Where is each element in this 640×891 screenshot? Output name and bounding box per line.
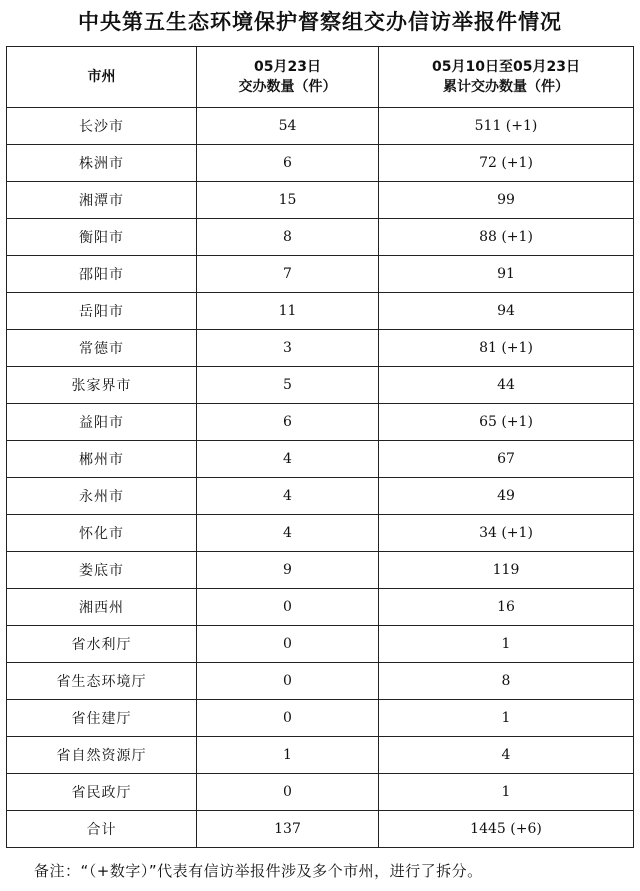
header-daily-date: 05月23日 bbox=[254, 59, 321, 75]
total-sum-cell: 1445 (+6) bbox=[379, 811, 634, 848]
total-cell: 88 (+1) bbox=[379, 219, 634, 256]
total-cell: 72 (+1) bbox=[379, 145, 634, 182]
report-table bbox=[6, 46, 634, 848]
daily-cell: 8 bbox=[197, 219, 379, 256]
daily-cell: 11 bbox=[197, 293, 379, 330]
table-row bbox=[7, 478, 634, 515]
table-row bbox=[7, 256, 634, 293]
total-cell: 49 bbox=[379, 478, 634, 515]
daily-cell: 54 bbox=[197, 108, 379, 145]
header-city-label: 市州 bbox=[87, 69, 116, 85]
daily-cell: 9 bbox=[197, 552, 379, 589]
daily-cell: 0 bbox=[197, 663, 379, 700]
table-row bbox=[7, 663, 634, 700]
city-cell: 湘潭市 bbox=[7, 182, 197, 219]
total-cell: 1 bbox=[379, 700, 634, 737]
total-cell: 99 bbox=[379, 182, 634, 219]
footnote: 备注：“（+数字）”代表有信访举报件涉及多个市州，进行了拆分。 bbox=[34, 862, 483, 880]
table-row bbox=[7, 367, 634, 404]
total-cell: 1 bbox=[379, 774, 634, 811]
table-row bbox=[7, 404, 634, 441]
total-cell: 65 (+1) bbox=[379, 404, 634, 441]
total-cell: 34 (+1) bbox=[379, 515, 634, 552]
daily-sum-cell: 137 bbox=[197, 811, 379, 848]
city-cell: 株洲市 bbox=[7, 145, 197, 182]
daily-cell: 6 bbox=[197, 404, 379, 441]
header-city bbox=[7, 47, 197, 108]
header-daily bbox=[197, 47, 379, 108]
total-cell: 94 bbox=[379, 293, 634, 330]
table-row bbox=[7, 626, 634, 663]
city-cell: 益阳市 bbox=[7, 404, 197, 441]
daily-cell: 0 bbox=[197, 774, 379, 811]
city-cell: 长沙市 bbox=[7, 108, 197, 145]
daily-cell: 15 bbox=[197, 182, 379, 219]
daily-cell: 0 bbox=[197, 700, 379, 737]
city-cell: 娄底市 bbox=[7, 552, 197, 589]
daily-cell: 7 bbox=[197, 256, 379, 293]
page-title: 中央第五生态环境保护督察组交办信访举报件情况 bbox=[78, 10, 562, 34]
city-cell: 张家界市 bbox=[7, 367, 197, 404]
daily-cell: 0 bbox=[197, 626, 379, 663]
table-row bbox=[7, 552, 634, 589]
table-header-row bbox=[7, 47, 634, 108]
total-label-cell: 合计 bbox=[7, 811, 197, 848]
table-row bbox=[7, 589, 634, 626]
table-row bbox=[7, 515, 634, 552]
table-row bbox=[7, 108, 634, 145]
daily-cell: 5 bbox=[197, 367, 379, 404]
total-cell: 4 bbox=[379, 737, 634, 774]
table-row bbox=[7, 774, 634, 811]
header-total-range: 05月10日至05月23日 bbox=[432, 59, 580, 75]
city-cell: 郴州市 bbox=[7, 441, 197, 478]
daily-cell: 3 bbox=[197, 330, 379, 367]
total-cell: 511 (+1) bbox=[379, 108, 634, 145]
city-cell: 永州市 bbox=[7, 478, 197, 515]
header-total bbox=[379, 47, 634, 108]
daily-cell: 6 bbox=[197, 145, 379, 182]
table-row bbox=[7, 330, 634, 367]
total-row bbox=[7, 811, 634, 848]
daily-cell: 1 bbox=[197, 737, 379, 774]
city-cell: 岳阳市 bbox=[7, 293, 197, 330]
total-cell: 1 bbox=[379, 626, 634, 663]
city-cell: 省住建厅 bbox=[7, 700, 197, 737]
table-row bbox=[7, 219, 634, 256]
daily-cell: 4 bbox=[197, 478, 379, 515]
table-row bbox=[7, 145, 634, 182]
city-cell: 常德市 bbox=[7, 330, 197, 367]
total-cell: 16 bbox=[379, 589, 634, 626]
table-row bbox=[7, 182, 634, 219]
total-cell: 8 bbox=[379, 663, 634, 700]
total-cell: 91 bbox=[379, 256, 634, 293]
city-cell: 省民政厅 bbox=[7, 774, 197, 811]
header-daily-label: 交办数量（件） bbox=[238, 79, 337, 95]
header-total-label: 累计交办数量（件） bbox=[443, 79, 569, 95]
table-row bbox=[7, 737, 634, 774]
total-cell: 44 bbox=[379, 367, 634, 404]
city-cell: 怀化市 bbox=[7, 515, 197, 552]
city-cell: 湘西州 bbox=[7, 589, 197, 626]
city-cell: 省自然资源厅 bbox=[7, 737, 197, 774]
city-cell: 省生态环境厅 bbox=[7, 663, 197, 700]
table-row bbox=[7, 441, 634, 478]
daily-cell: 0 bbox=[197, 589, 379, 626]
table-row bbox=[7, 293, 634, 330]
table-row bbox=[7, 700, 634, 737]
daily-cell: 4 bbox=[197, 441, 379, 478]
total-cell: 119 bbox=[379, 552, 634, 589]
total-cell: 81 (+1) bbox=[379, 330, 634, 367]
city-cell: 邵阳市 bbox=[7, 256, 197, 293]
daily-cell: 4 bbox=[197, 515, 379, 552]
city-cell: 省水利厅 bbox=[7, 626, 197, 663]
total-cell: 67 bbox=[379, 441, 634, 478]
city-cell: 衡阳市 bbox=[7, 219, 197, 256]
